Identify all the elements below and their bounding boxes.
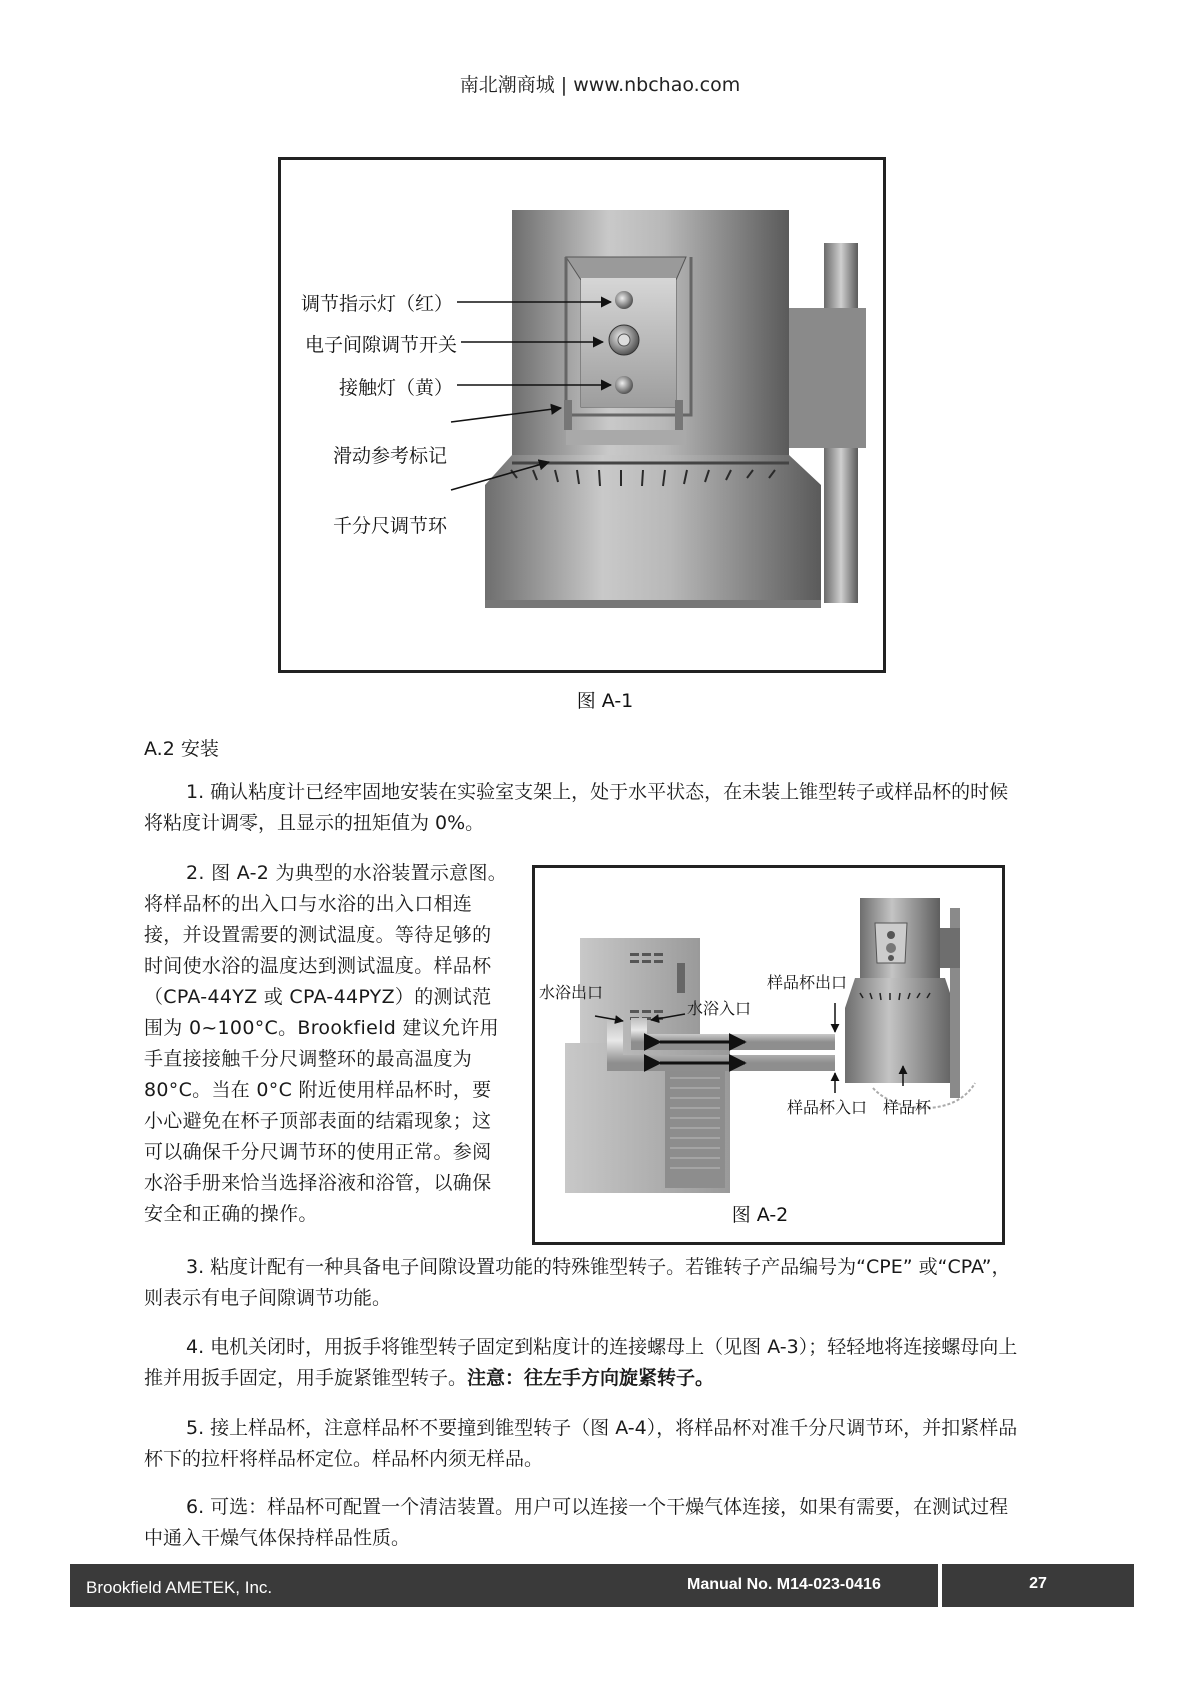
figure-a1 — [278, 157, 886, 673]
paragraph-3: 3. 粘度计配有一种具备电子间隙设置功能的特殊锥型转子。若锥转子产品编号为“CPE” 或“CPA”，则表示有电子间隙调节功能。 — [144, 1256, 1011, 1309]
paragraph-4 — [144, 1332, 1024, 1394]
footer-manual-number: Manual No. M14-023-0416 — [687, 1576, 881, 1593]
figure-a1-caption: 图 A-1 — [576, 690, 634, 712]
label-bath-inlet: 水浴入口 — [687, 999, 752, 1018]
label-sample-cup: 样品杯 — [883, 1098, 932, 1117]
contact-light — [615, 376, 633, 394]
paragraph-6: 6. 可选：样品杯可配置一个清洁装置。用户可以连接一个干燥气体连接，如果有需要，在测试过程中通入干燥气体保持样品性质。 — [144, 1496, 1009, 1549]
paragraph-4-note: 注意：往左手方向旋紧转子。 — [467, 1367, 715, 1389]
clamp-block — [776, 308, 866, 448]
label-cup-outlet: 样品杯出口 — [767, 973, 848, 992]
paragraph-2: 2. 图 A-2 为典型的水浴装置示意图。将样品杯的出入口与水浴的出入口相连接，并设置需要的测试温度。等待足够的时间使水浴的温度达到测试温度。样品杯（CPA-44YZ 或 CPA-44PYZ）的测试范围为 0~100°C。Brookfield 建议允许用手直接接触千分尺调整环的最高温度为 80°C。当在 0°C 附近使用样品杯时，要小心避免在杯子顶部表面的结霜现象；这可以确保千分尺调节环的使用正常。参阅水浴手册来恰当选择浴液和浴管，以确保安全和正确的操作。 — [144, 862, 508, 1225]
figure-a2-illustration — [535, 868, 1002, 1242]
figure-a2 — [532, 865, 1005, 1245]
footer-company: Brookfield AMETEK, Inc. — [86, 1578, 273, 1597]
indicator-light — [615, 291, 633, 309]
label-gap-switch: 电子间隙调节开关 — [304, 334, 457, 356]
footer — [70, 1564, 1134, 1607]
label-contact-light: 接触灯（黄） — [338, 377, 453, 399]
paragraph-5: 5. 接上样品杯，注意样品杯不要撞到锥型转子（图 A-4），将样品杯对准千分尺调节环，并扣紧样品杯下的拉杆将样品杯定位。样品杯内须无样品。 — [144, 1417, 1018, 1470]
site-header: 南北潮商城 | www.nbchao.com — [459, 74, 741, 96]
label-cup-inlet: 样品杯入口 — [787, 1098, 868, 1117]
label-micrometer-ring: 千分尺调节环 — [332, 515, 447, 537]
section-heading: A.2 安装 — [144, 738, 219, 760]
footer-bar-left — [70, 1564, 938, 1607]
page-number: 27 — [1029, 1575, 1047, 1592]
paragraph-1: 1. 确认粘度计已经牢固地安装在实验室支架上，处于水平状态，在未装上锥型转子或样品杯的时候将粘度计调零，且显示的扭矩值为 0%。 — [144, 781, 1009, 834]
figure-a2-caption: 图 A-2 — [731, 1204, 789, 1226]
figure-a1-illustration — [281, 160, 883, 670]
label-indicator-light: 调节指示灯（红） — [300, 293, 453, 315]
footer-bar-right — [942, 1564, 1134, 1607]
label-bath-outlet: 水浴出口 — [539, 983, 604, 1002]
paragraph-4-text: 4. 电机关闭时，用扳手将锥型转子固定到粘度计的连接螺母上（见图 A-3）；轻轻地将连接螺母向上推并用扳手固定，用手旋紧锥型转子。 — [144, 1336, 1018, 1389]
label-slide-mark: 滑动参考标记 — [332, 445, 447, 467]
